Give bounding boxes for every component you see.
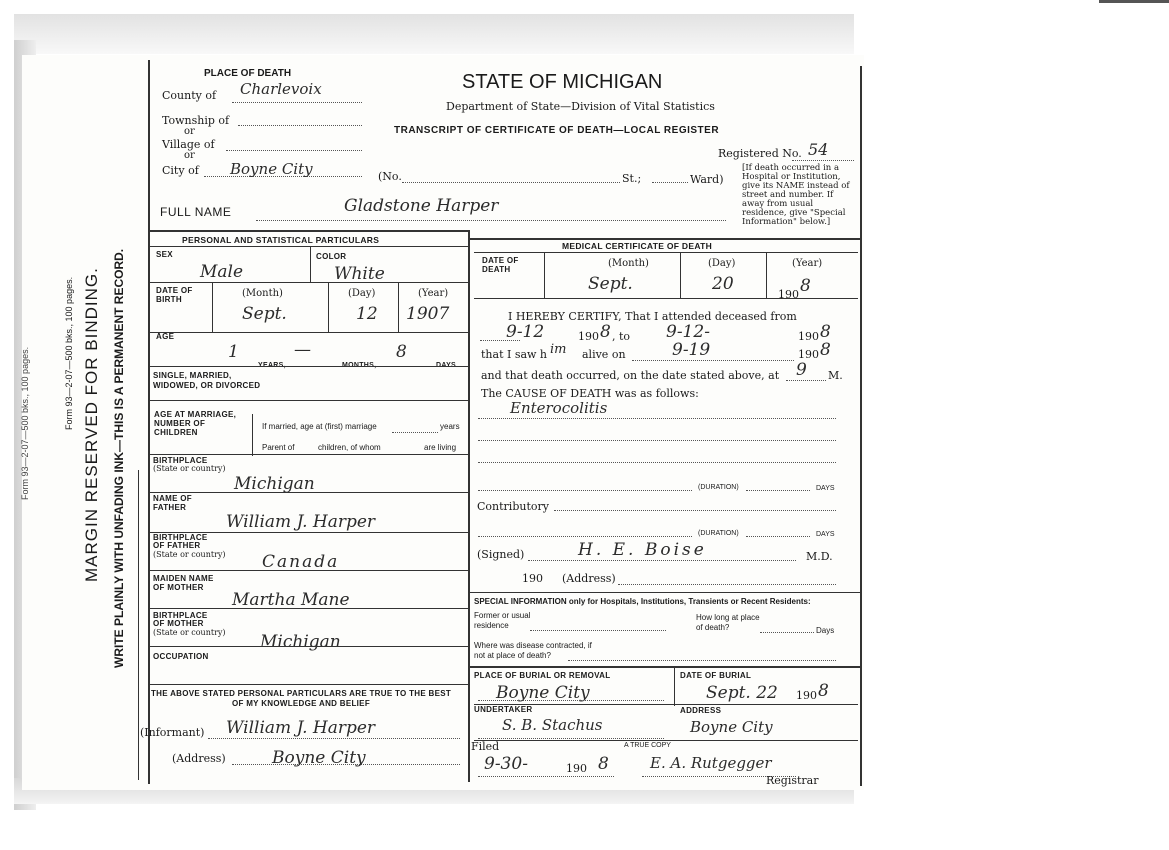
filed-year: 8 (598, 754, 609, 774)
margin-binding-text: MARGIN RESERVED FOR BINDING. (82, 267, 101, 582)
undertaker-label: UNDERTAKER (474, 705, 533, 714)
father-name-label: NAME OF FATHER (153, 494, 192, 512)
married-age-label: If married, age at (first) marriage (262, 422, 377, 431)
street-line (402, 182, 620, 183)
occupation-row-rule (150, 684, 468, 685)
signature-row-rule (470, 592, 860, 593)
dob-divider-3 (398, 282, 399, 332)
how-long-label: How long at place of death? (696, 613, 760, 632)
hospital-note: [If death occurred in a Hospital or Institution, give its NAME instead of street and number. If away from usual residence, give "Special Information" below.] (742, 163, 850, 227)
township-line (238, 125, 362, 126)
cause-line-2 (478, 440, 836, 441)
attend-to-value: 9-12- (666, 322, 710, 342)
county-label: County of (162, 89, 217, 102)
dod-year-value: 8 (800, 276, 811, 296)
filed-value: 9-30- (484, 754, 528, 774)
registrar-label: Registrar (766, 774, 819, 787)
dod-month-value: Sept. (588, 274, 633, 294)
cause-value: Enterocolitis (510, 399, 608, 417)
mother-birthplace-row-rule (150, 646, 468, 647)
dod-day-label: (Day) (708, 258, 736, 269)
alive-190: 190 (798, 348, 819, 361)
street-label: St.; (622, 172, 642, 185)
date-of-death-label: DATE OF DEATH (482, 256, 519, 274)
village-label: Village of (162, 138, 215, 151)
dob-divider-1 (212, 282, 213, 332)
color-label: COLOR (316, 252, 347, 261)
undertaker-line (478, 738, 664, 739)
signed-label: (Signed) (477, 548, 525, 561)
alive-line (632, 360, 794, 361)
dod-divider-2 (680, 252, 681, 298)
city-label: City of (162, 164, 199, 177)
frame-right-border (860, 66, 862, 786)
cause-days-line (746, 490, 810, 491)
age-days-value: 8 (396, 342, 407, 362)
birthplace-row-rule (150, 492, 468, 493)
village-line (226, 150, 362, 151)
contributory-days-label: DAYS (816, 531, 835, 538)
frame-left-inner (138, 470, 139, 780)
undertaker-row-rule (474, 740, 858, 741)
cause-duration-label: (DURATION) (698, 484, 739, 491)
burial-place-label: PLACE OF BURIAL OR REMOVAL (474, 671, 611, 680)
full-name-line (256, 220, 726, 221)
dod-row-rule (474, 298, 858, 299)
dob-day-value: 12 (356, 304, 378, 324)
filed-label: Filed (471, 740, 500, 753)
margin-permanent-text: WRITE PLAINLY WITH UNFADING INK—THIS IS A PERMANENT RECORD. (112, 248, 126, 668)
marriage-row-rule (150, 454, 468, 455)
birthplace-value: Michigan (234, 474, 315, 494)
burial-place-line (478, 700, 664, 701)
sex-label: SEX (156, 250, 173, 259)
saw-label: that I saw h (481, 348, 548, 361)
registered-value: 54 (808, 140, 829, 159)
dod-year-prefix: 190 (778, 288, 799, 301)
occupation-label: OCCUPATION (153, 652, 209, 661)
column-divider (468, 230, 470, 782)
or-label-2: or (184, 150, 195, 161)
children-label: children, of whom (318, 443, 381, 452)
cause-duration-line (478, 490, 692, 491)
informant-value: William J. Harper (226, 718, 376, 738)
married-age-suffix: years (440, 422, 460, 431)
sex-color-divider (310, 246, 311, 282)
dob-year-label: (Year) (418, 288, 449, 299)
burial-place-value: Boyne City (496, 683, 590, 703)
ward-line (652, 182, 688, 183)
margin-form-number: Form 93—2-07—500 bks., 100 pages. (64, 276, 74, 430)
saw-pronoun: im (550, 342, 567, 357)
medical-header-rule (474, 252, 858, 253)
true-copy-label: A TRUE COPY (624, 742, 671, 749)
contributory-days-line (746, 536, 810, 537)
informant-address-label: (Address) (172, 752, 226, 765)
alive-label: alive on (582, 348, 626, 361)
margin-form-number-faint: Form 93—2-07—500 bks., 100 pages. (20, 346, 30, 500)
registrar-signature: E. A. Rutgegger (650, 754, 772, 772)
birthplace-state-hint: (State or country) (153, 464, 226, 473)
attend-from-year: 8 (600, 322, 611, 342)
former-residence-line (530, 630, 666, 631)
sex-value: Male (200, 262, 244, 282)
personal-top-rule (150, 230, 468, 232)
disease-contracted-line (568, 660, 836, 661)
how-long-days: Days (816, 626, 835, 635)
undertaker-address-label: ADDRESS (680, 706, 722, 715)
ward-label: Ward) (690, 173, 724, 186)
color-value: White (334, 264, 385, 284)
city-value: Boyne City (230, 160, 313, 178)
father-birthplace-label: BIRTHPLACE OF FATHER (153, 533, 208, 550)
age-months-label: MONTHS, (342, 362, 377, 369)
mother-maiden-value: Martha Mane (232, 590, 350, 610)
married-age-line (392, 432, 438, 433)
father-name-value: William J. Harper (226, 512, 376, 532)
informant-address-value: Boyne City (272, 748, 366, 768)
certify-intro: I HEREBY CERTIFY, That I attended deceased from (508, 310, 797, 323)
medical-section-title: MEDICAL CERTIFICATE OF DEATH (562, 241, 713, 251)
mother-birthplace-hint: (State or country) (153, 628, 226, 637)
birthplace-label: BIRTHPLACE (153, 456, 208, 465)
attend-to-label: , to (612, 330, 631, 343)
burial-date-label: DATE OF BURIAL (680, 671, 752, 680)
dod-month-label: (Month) (608, 258, 649, 269)
state-title: STATE OF MICHIGAN (462, 71, 663, 93)
or-label-1: or (184, 126, 195, 137)
mother-maiden-row-rule (150, 608, 468, 609)
cause-days-label: DAYS (816, 485, 835, 492)
scan-edge-top (14, 14, 854, 54)
marriage-bracket (252, 414, 253, 456)
county-line (232, 102, 362, 103)
cause-label: The CAUSE OF DEATH was as follows: (481, 387, 699, 400)
frame-left-border (148, 60, 150, 784)
dob-year-value: 1907 (406, 304, 450, 324)
full-name-value: Gladstone Harper (344, 196, 499, 216)
attend-from-value: 9-12 (506, 322, 545, 342)
registered-line (792, 160, 854, 161)
mother-birthplace-value: Michigan (260, 632, 341, 652)
disease-contracted-label: Where was disease contracted, if not at place of death? (474, 641, 592, 660)
place-of-death-heading: PLACE OF DEATH (204, 68, 292, 79)
time-line (786, 380, 826, 381)
street-no-label: (No. (378, 170, 402, 183)
age-years-label: YEARS, (258, 362, 286, 369)
parent-label: Parent of (262, 443, 295, 452)
scan-mark (1099, 0, 1169, 3)
m-label: M. (828, 369, 843, 382)
burial-date-value: Sept. 22 (706, 683, 778, 703)
occurred-label: and that death occurred, on the date stated above, at (481, 369, 780, 382)
how-long-line (760, 632, 814, 633)
department-line: Department of State—Division of Vital Statistics (446, 100, 715, 113)
filed-line (478, 776, 614, 777)
cause-line-1 (478, 418, 836, 419)
informant-label: (Informant) (140, 726, 205, 739)
age-label: AGE (156, 332, 175, 341)
medical-top-rule (470, 238, 860, 240)
attestation-text: THE ABOVE STATED PERSONAL PARTICULARS ARE TRUE TO THE BEST OF MY KNOWLEDGE AND BELIEF (150, 689, 452, 708)
township-label: Township of (162, 114, 230, 127)
dod-divider-3 (766, 252, 767, 298)
father-birthplace-value: Canada (262, 552, 340, 572)
father-birthplace-row-rule (150, 570, 468, 571)
mother-maiden-label: MAIDEN NAME OF MOTHER (153, 574, 214, 592)
dod-year-label: (Year) (792, 258, 823, 269)
age-months-value: — (294, 340, 311, 360)
living-label: are living (424, 443, 457, 452)
burial-divider (674, 668, 675, 706)
burial-date-year: 8 (818, 681, 829, 701)
informant-line (208, 738, 460, 739)
age-years-value: 1 (228, 342, 239, 362)
alive-year: 8 (820, 340, 831, 360)
burial-date-190: 190 (796, 689, 817, 702)
signed-line (528, 560, 796, 561)
special-info-row-rule (470, 666, 860, 668)
attend-to-190: 190 (798, 330, 819, 343)
county-value: Charlevoix (240, 80, 322, 98)
dob-day-label: (Day) (348, 288, 376, 299)
dob-month-value: Sept. (242, 304, 287, 324)
registered-label: Registered No. (718, 147, 802, 160)
md-label: M.D. (806, 550, 833, 563)
dob-label: DATE OF BIRTH (156, 286, 193, 304)
signed-date-190: 190 (522, 572, 543, 585)
contributory-duration-line (478, 536, 692, 537)
attend-from-190: 190 (578, 330, 599, 343)
mother-birthplace-label: BIRTHPLACE OF MOTHER (153, 611, 208, 628)
marital-row-rule (150, 400, 468, 401)
undertaker-value: S. B. Stachus (502, 716, 603, 734)
dob-month-label: (Month) (242, 288, 283, 299)
personal-section-title: PERSONAL AND STATISTICAL PARTICULARS (182, 235, 380, 245)
marriage-label: AGE AT MARRIAGE, NUMBER OF CHILDREN (154, 410, 237, 437)
personal-header-rule (150, 246, 468, 247)
cause-line-3 (478, 462, 836, 463)
father-birthplace-hint: (State or country) (153, 550, 226, 559)
attend-to-year: 8 (820, 322, 831, 342)
full-name-label: FULL NAME (160, 205, 232, 219)
alive-date-value: 9-19 (672, 340, 711, 360)
contributory-duration-label: (DURATION) (698, 530, 739, 537)
contributory-label: Contributory (477, 500, 549, 513)
signed-value: H. E. Boise (578, 540, 707, 560)
former-residence-label: Former or usual residence (474, 611, 531, 630)
age-days-label: DAYS (436, 362, 457, 369)
filed-190: 190 (566, 762, 587, 775)
age-row-rule (150, 366, 468, 367)
physician-address-label: (Address) (562, 572, 616, 585)
dob-divider-2 (328, 282, 329, 332)
marital-label: SINGLE, MARRIED, WIDOWED, OR DIVORCED (153, 371, 261, 390)
contributory-line-1 (554, 510, 836, 511)
time-value: 9 (796, 360, 807, 380)
dod-divider-1 (544, 252, 545, 298)
transcript-heading: TRANSCRIPT OF CERTIFICATE OF DEATH—LOCAL REGISTER (394, 125, 720, 136)
special-info-label: SPECIAL INFORMATION only for Hospitals, Institutions, Transients or Recent Residents: (474, 597, 811, 606)
undertaker-address-value: Boyne City (690, 718, 773, 736)
physician-address-line (618, 584, 836, 585)
dob-row-rule (150, 332, 468, 333)
dod-day-value: 20 (712, 274, 734, 294)
sex-row-rule (150, 282, 468, 283)
